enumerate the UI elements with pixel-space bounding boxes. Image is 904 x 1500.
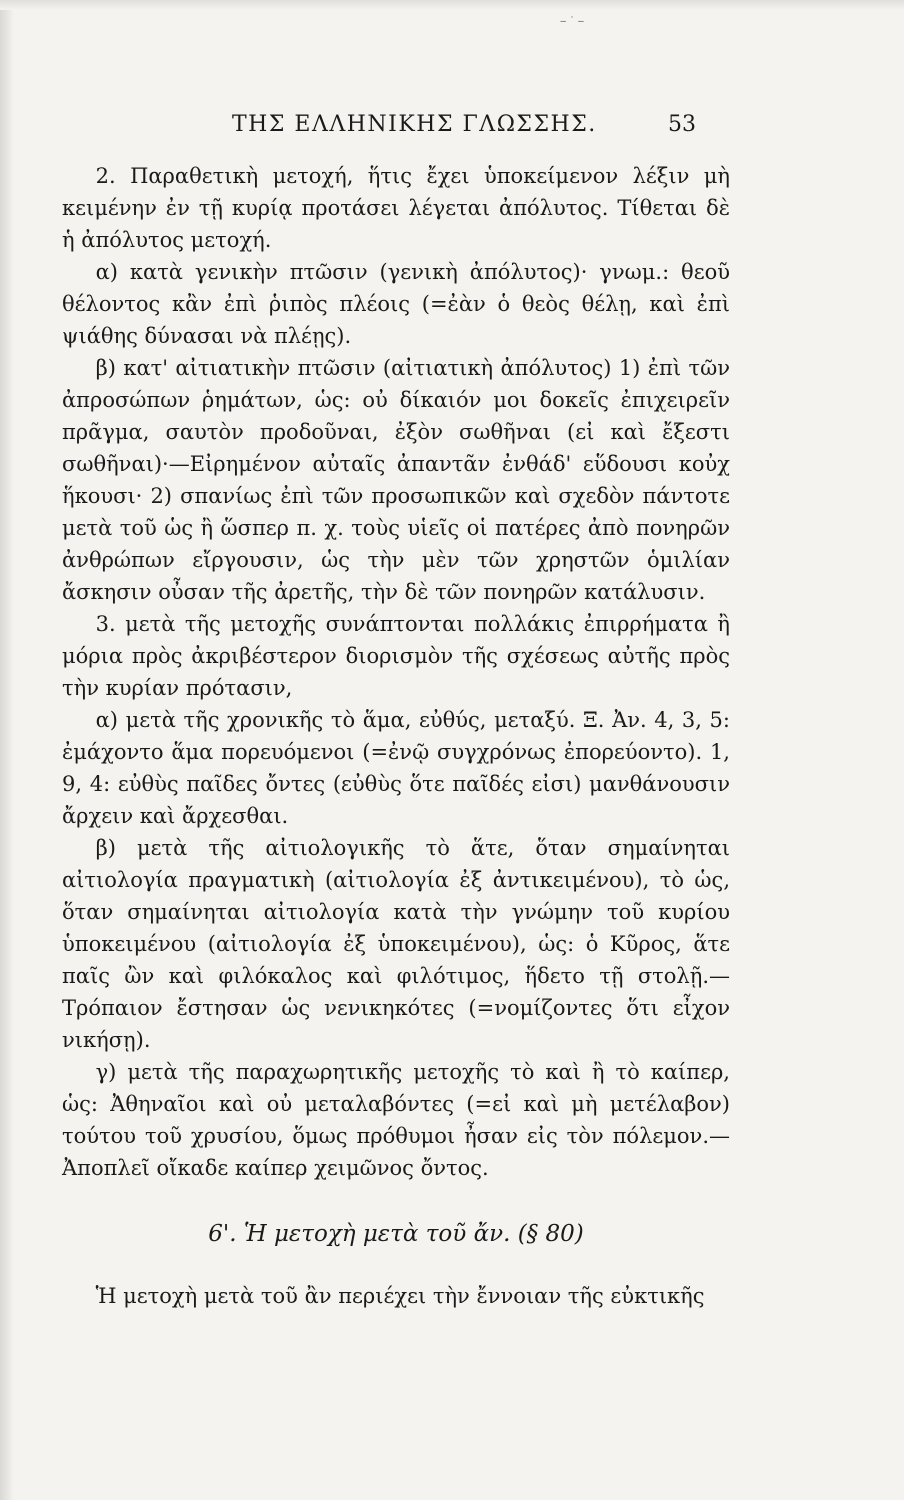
paragraph-beta-causal: β) μετὰ τῆς αἰτιολογικῆς τὸ ἅτε, ὅταν σημαίνηται αἰτιολογία πραγματικὴ (αἰτιολογία ἐξ ἀντικειμένου), τὸ ὡς, ὅταν σημαίνηται αἰτιολογία κατὰ τὴν γνώμην τοῦ κυρίου ὑποκειμένου (αἰτιολογία ἐξ ὑποκειμένου), ὡς: ὁ Κῦρος, ἅτε παῖς ὢν καὶ φιλόκαλος καὶ φιλότιμος, ἥδετο τῇ στολῇ.—Τρόπαιον ἔστησαν ὡς νενικηκότες (=νομίζοντες ὅτι εἶχον νικήσῃ). <box>62 836 730 1052</box>
running-title: ΤΗΣ ΕΛΛΗΝΙΚΗΣ ΓΛΩΣΣΗΣ. <box>232 112 597 137</box>
paragraph-beta-accusative-absolute: β) κατ' αἰτιατικὴν πτῶσιν (αἰτιατικὴ ἀπόλυτος) 1) ἐπὶ τῶν ἀπροσώπων ῥημάτων, ὡς: οὐ δίκαιόν μοι δοκεῖς ἐπιχειρεῖν πρᾶγμα, σαυτὸν προδοῦναι, ἐξὸν σωθῆναι (εἰ καὶ ἔξεστι σωθῆναι)·—Εἰρημένον αὐταῖς ἀπαντᾶν ἐνθάδ' εὕδουσι κοὐχ ἥκουσι· 2) σπανίως ἐπὶ τῶν προσωπικῶν καὶ σχεδὸν πάντοτε μετὰ τοῦ ὡς ἢ ὥσπερ π. χ. τοὺς υἱεῖς οἱ πατέρες ἀπὸ πονηρῶν ἀνθρώπων εἴργουσιν, ὡς τὴν μὲν τῶν χρηστῶν ὁμιλίαν ἄσκησιν οὖσαν τῆς ἀρετῆς, τὴν δὲ τῶν πονηρῶν κατάλυσιν. <box>62 356 730 604</box>
final-line: Ἡ μετοχὴ μετὰ τοῦ ἂν περιέχει τὴν ἔννοιαν τῆς εὐκτικῆς <box>95 1284 705 1308</box>
page-left-edge <box>0 0 14 1500</box>
running-head <box>0 112 904 142</box>
paragraph-gamma-concessive: γ) μετὰ τῆς παραχωρητικῆς μετοχῆς τὸ καὶ ἢ τὸ καίπερ, ὡς: Ἀθηναῖοι καὶ οὐ μεταλαβόντες (=εἰ καὶ μὴ μετέλαβον) τούτου τοῦ χρυσίου, ὅμως πρόθυμοι ἦσαν εἰς τὸν πόλεμον.— Ἀποπλεῖ οἴκαδε καίπερ χειμῶνος ὄντος. <box>62 1060 730 1180</box>
scan-smudge-mark: ‒ ˙ ‒ <box>560 16 585 27</box>
page-top-edge <box>0 0 904 10</box>
body-text <box>62 160 730 1312</box>
paragraph-3-adverbs-with-participle: 3. μετὰ τῆς μετοχῆς συνάπτονται πολλάκις ἐπιρρήματα ἢ μόρια πρὸς ἀκριβέστερον διορισμὸν τῆς σχέσεως αὐτῆς πρὸς τὴν κυρίαν πρότασιν, <box>62 612 730 700</box>
paragraph-alpha-temporal: α) μετὰ τῆς χρονικῆς τὸ ἅμα, εὐθύς, μεταξύ. Ξ. Ἀν. 4, 3, 5: ἐμάχοντο ἅμα πορευόμενοι (=ἐνῷ συγχρόνως ἐπορεύοντο). 1, 9, 4: εὐθὺς παῖδες ὄντες (εὐθὺς ὅτε παῖδές εἰσι) μανθάνουσιν ἄρχειν καὶ ἄρχεσθαι. <box>62 708 730 828</box>
paragraph-alpha-genitive-absolute: α) κατὰ γενικὴν πτῶσιν (γενικὴ ἀπόλυτος)· γνωμ.: θεοῦ θέλοντος κἂν ἐπὶ ῥιπὸς πλέοις (=ἐὰν ὁ θεὸς θέλῃ, καὶ ἐπὶ ψιάθης δύνασαι νὰ πλέῃς). <box>62 260 730 348</box>
paragraph-2-participle-absolute: 2. Παραθετικὴ μετοχή, ἥτις ἔχει ὑποκείμενον λέξιν μὴ κειμένην ἐν τῇ κυρίᾳ προτάσει λέγεται ἀπόλυτος. Τίθεται δὲ ἡ ἀπόλυτος μετοχή. <box>62 164 730 252</box>
page-number: 53 <box>668 112 696 137</box>
section-heading: 6'. Ἡ μετοχὴ μετὰ τοῦ ἄν. (§ 80) <box>208 1221 584 1247</box>
